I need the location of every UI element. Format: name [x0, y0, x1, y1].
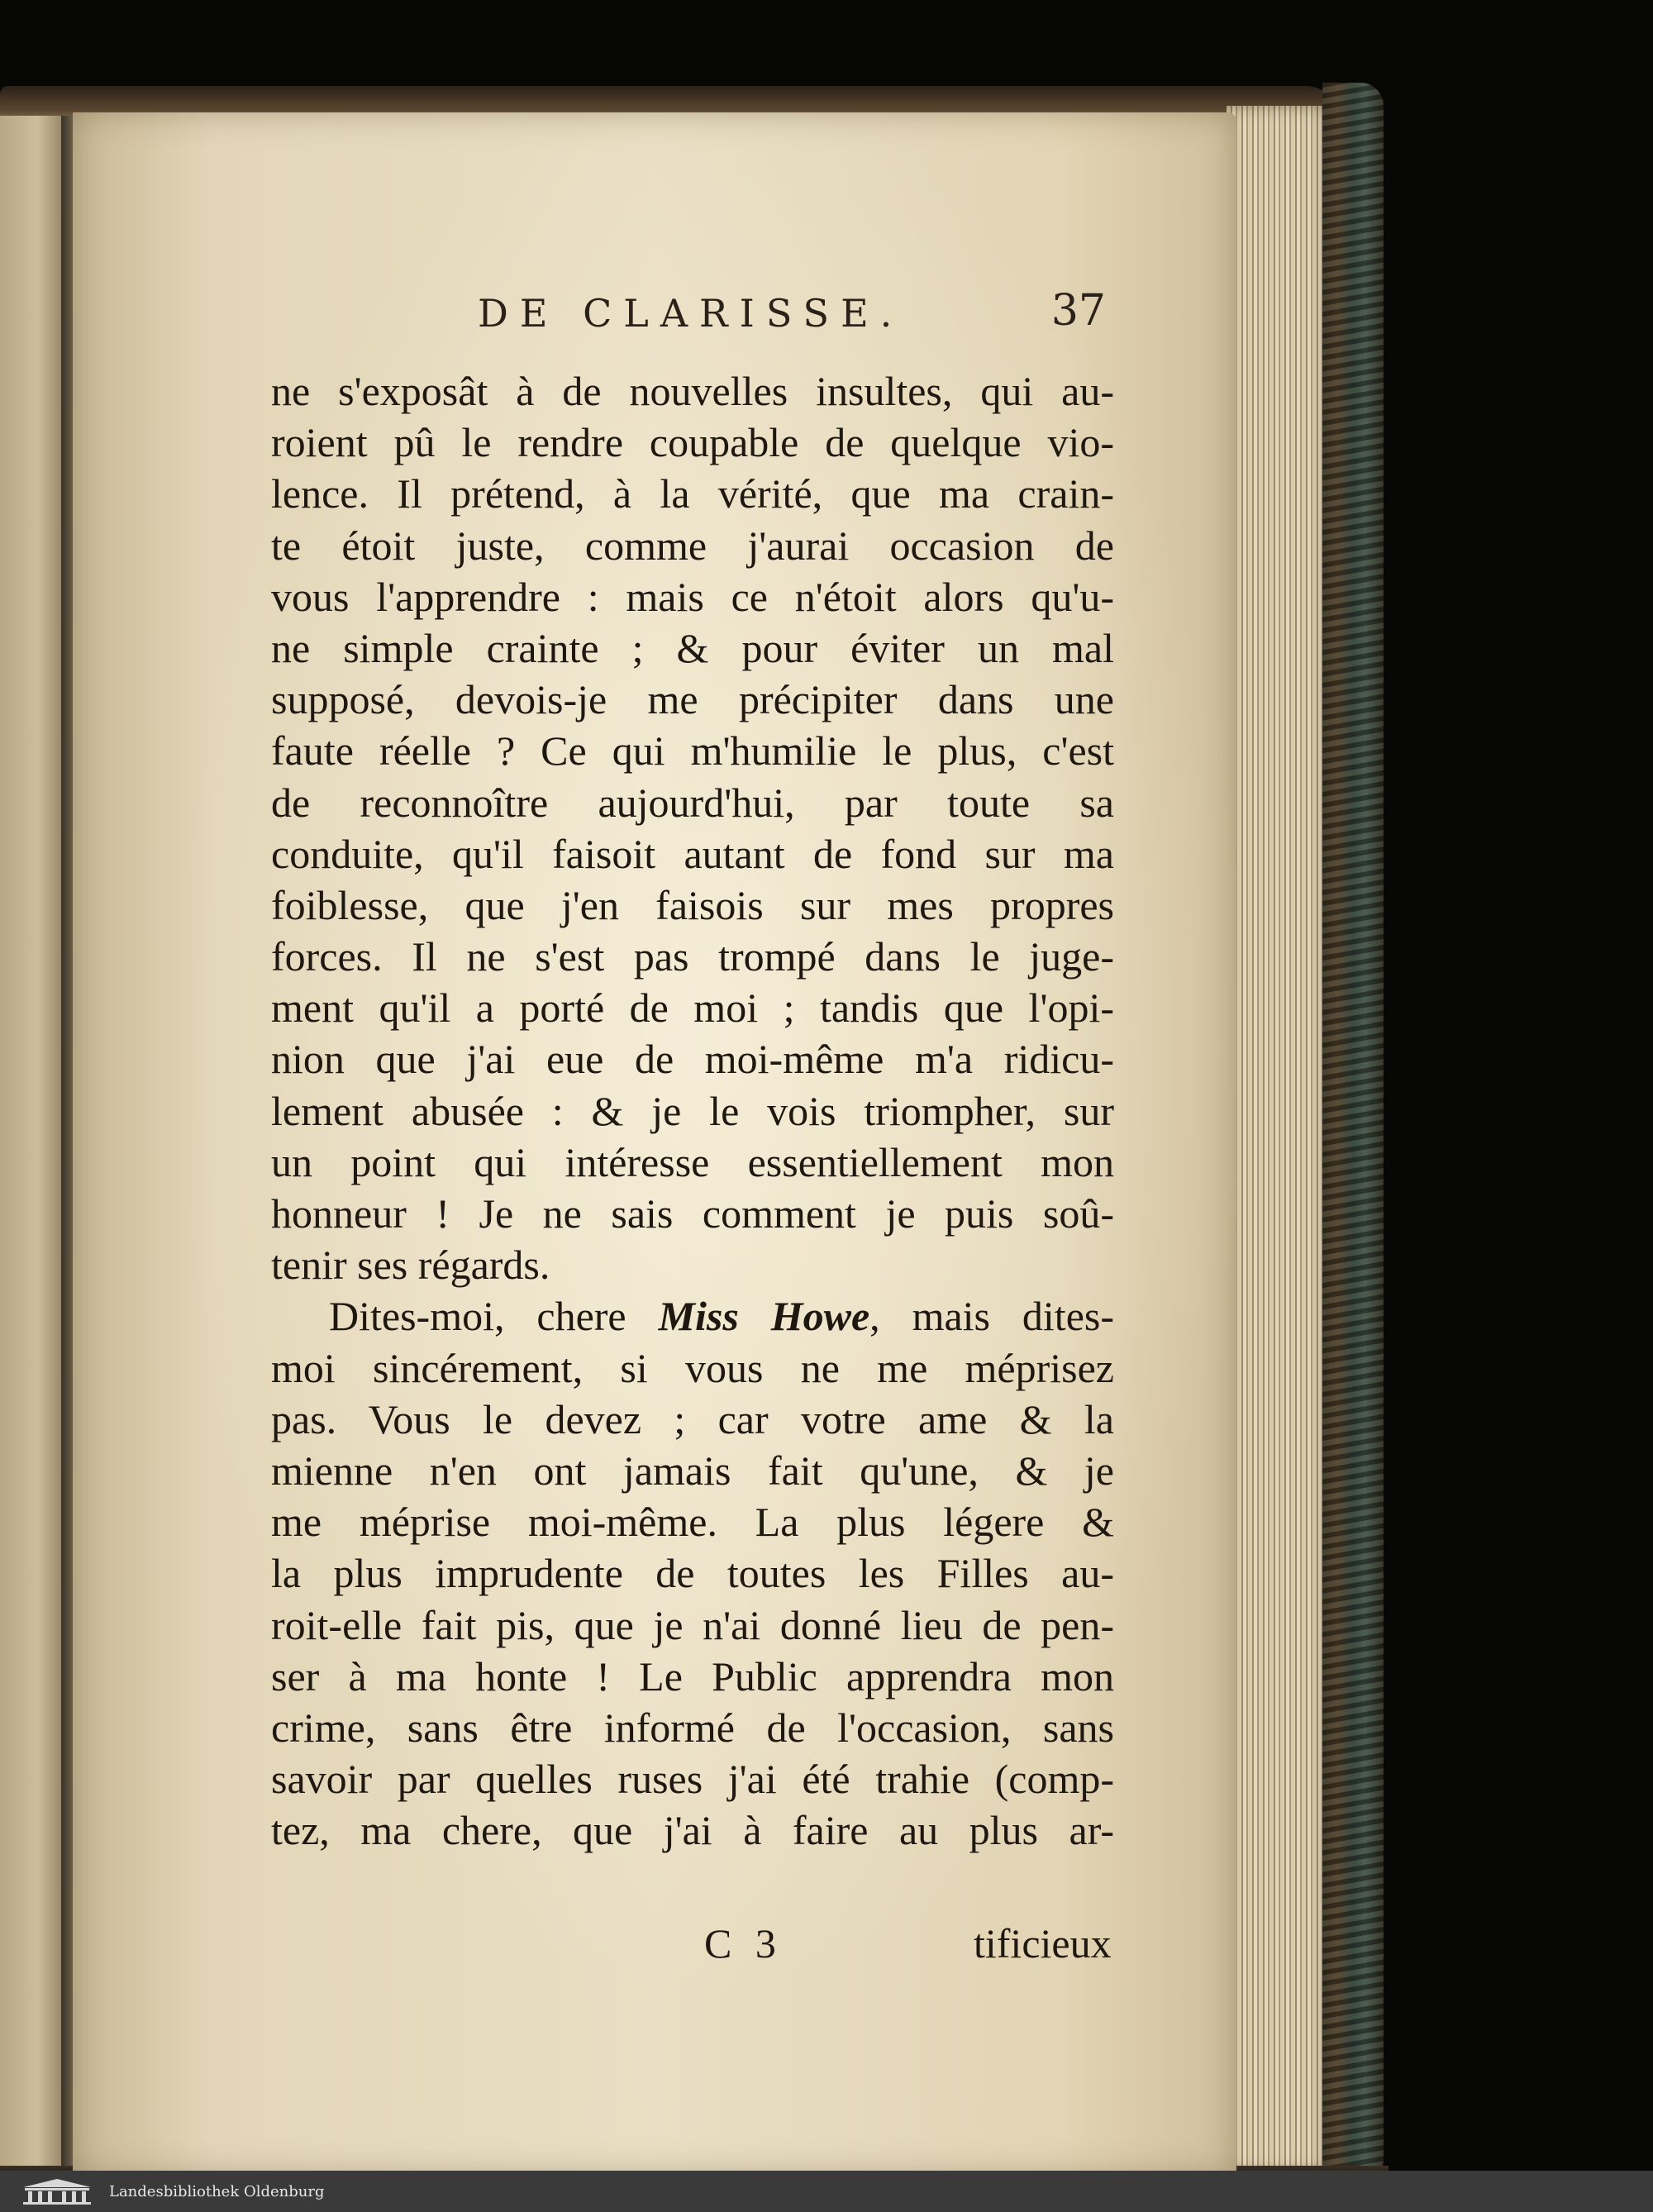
signature-mark: C 3	[704, 1920, 783, 1966]
text-line: nion que j'ai eue de moi-même m'a ridicu-	[271, 1036, 1114, 1083]
library-name: Landesbibliothek Oldenburg	[109, 2182, 325, 2200]
text-line: tez, ma chere, que j'ai à faire au plus ar-	[271, 1807, 1114, 1854]
text-line: ment qu'il a porté de moi ; tandis que l'opi-	[271, 984, 1114, 1032]
text-line: lement abusée : & je le vois triompher, sur	[271, 1087, 1114, 1134]
text-line: me méprise moi-même. La plus légere &	[271, 1499, 1114, 1546]
text-line: ne s'exposât à de nouvelles insultes, qui au-	[271, 368, 1114, 414]
text-span: , mais dites-	[869, 1293, 1114, 1340]
text-block	[271, 365, 1114, 1856]
text-span: Dites-moi, chere	[329, 1293, 659, 1340]
library-footer	[0, 2171, 1653, 2212]
text-line: lence. Il prétend, à la vérité, que ma crain-	[271, 470, 1114, 517]
text-line: mienne n'en ont jamais fait qu'une, & je	[271, 1447, 1114, 1494]
text-line: vous l'apprendre : mais ce n'étoit alors qu'u-	[271, 573, 1114, 620]
facing-page-edge	[0, 116, 68, 2166]
library-building-icon	[20, 2177, 94, 2205]
text-line: honneur ! Je ne sais comment je puis soû-	[271, 1190, 1114, 1237]
page-number: 37	[1050, 286, 1106, 336]
text-line: pas. Vous le devez ; car votre ame & la	[271, 1395, 1114, 1442]
text-line: conduite, qu'il faisoit autant de fond sur ma	[271, 830, 1114, 877]
paragraph-first-line	[271, 1290, 1114, 1342]
running-head	[478, 284, 1106, 350]
text-line: la plus imprudente de toutes les Filles au-	[271, 1550, 1114, 1597]
book-page	[73, 112, 1236, 2176]
text-line: tenir ses régards.	[271, 1242, 550, 1289]
text-line: forces. Il ne s'est pas trompé dans le juge-	[271, 933, 1114, 980]
text-line: ser à ma honte ! Le Public apprendra mon	[271, 1652, 1114, 1700]
text-line: savoir par quelles ruses j'ai été trahie (comp-	[271, 1756, 1114, 1803]
text-line: de reconnoître aujourd'hui, par toute sa	[271, 779, 1114, 826]
text-line: roit-elle fait pis, que je n'ai donné lieu de pen-	[271, 1601, 1114, 1648]
leather-cover	[1322, 83, 1384, 2182]
running-title: DE CLARISSE.	[478, 291, 904, 336]
text-line: moi sincérement, si vous ne me méprisez	[271, 1344, 1114, 1391]
text-line: supposé, devois-je me précipiter dans une	[271, 676, 1114, 723]
text-line: ne simple crainte ; & pour éviter un mal	[271, 624, 1114, 671]
text-line: foiblesse, que j'en faisois sur mes propres	[271, 881, 1114, 928]
text-line: un point qui intéresse essentiellement mon	[271, 1138, 1114, 1185]
page-edges	[1227, 106, 1334, 2172]
text-line: roient pû le rendre coupable de quelque vio-	[271, 419, 1114, 466]
text-line: faute réelle ? Ce qui m'humilie le plus, c'est	[271, 727, 1114, 775]
text-line: te étoit juste, comme j'aurai occasion de	[271, 522, 1114, 569]
text-line: crime, sans être informé de l'occasion, sans	[271, 1704, 1114, 1751]
addressee-name: Miss Howe	[658, 1293, 870, 1340]
catchword: tificieux	[974, 1920, 1112, 1966]
